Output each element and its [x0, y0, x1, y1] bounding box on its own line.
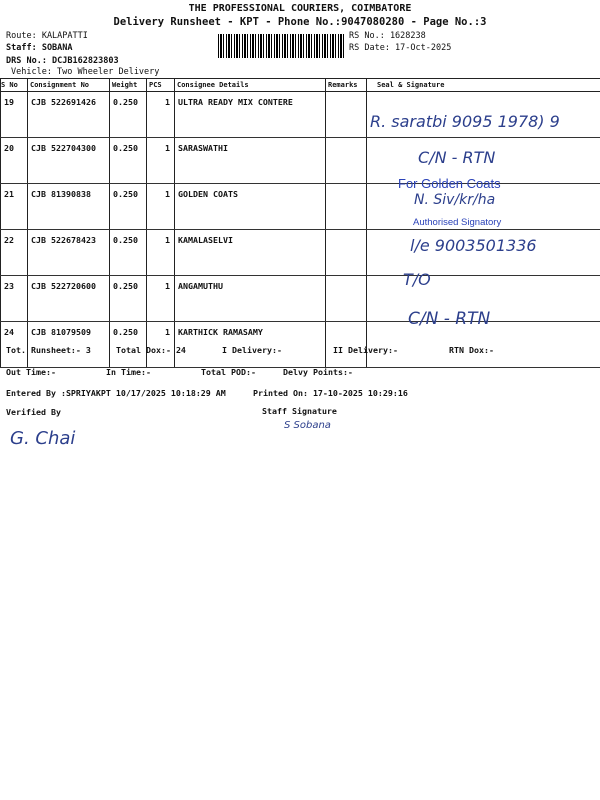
cell-consignee: ULTRA READY MIX CONTERE	[175, 92, 326, 138]
col-consignment: Consignment No	[28, 79, 110, 92]
col-sno: S No	[1, 79, 28, 92]
cell-remarks	[326, 276, 367, 322]
col-seal-signature: Seal & Signature	[367, 79, 600, 92]
cell-sno: 19	[1, 92, 28, 138]
cell-remarks	[326, 184, 367, 230]
cell-pcs: 1	[147, 184, 175, 230]
cell-weight: 0.250	[110, 322, 147, 368]
total-dox: Total Dox:- 24	[116, 345, 186, 355]
cell-remarks	[326, 138, 367, 184]
total-runsheet: Tot. Runsheet:- 3	[6, 345, 91, 355]
in-time: In Time:-	[106, 367, 151, 377]
delvy-points: Delvy Points:-	[283, 367, 353, 377]
cell-weight: 0.250	[110, 276, 147, 322]
signature-row22: l/e 9003501336	[410, 236, 537, 255]
cell-pcs: 1	[147, 322, 175, 368]
cell-consignment: CJB 81390838	[28, 184, 110, 230]
rs-date: RS Date: 17-Oct-2025	[349, 43, 452, 53]
cell-consignment: CJB 522691426	[28, 92, 110, 138]
rs-number: RS No.: 1628238	[349, 31, 426, 41]
route-label: Route: KALAPATTI	[6, 31, 88, 41]
vehicle-label: Vehicle: Two Wheeler Delivery	[11, 67, 160, 77]
table-row	[1, 138, 600, 184]
golden-coats-stamp: For Golden Coats	[398, 176, 501, 191]
cell-consignment: CJB 81079509	[28, 322, 110, 368]
cell-consignment: CJB 522678423	[28, 230, 110, 276]
staff-signature: S Sobana	[284, 420, 331, 431]
cell-pcs: 1	[147, 230, 175, 276]
cell-sno: 24	[1, 322, 28, 368]
cell-consignee: GOLDEN COATS	[175, 184, 326, 230]
cell-sno: 23	[1, 276, 28, 322]
printed-on: Printed On: 17-10-2025 10:29:16	[253, 388, 408, 398]
cell-remarks	[326, 230, 367, 276]
cell-weight: 0.250	[110, 184, 147, 230]
table-row	[1, 276, 600, 322]
drs-number: DRS No.: DCJB162823803	[6, 56, 119, 66]
verified-signature: G. Chai	[10, 428, 76, 449]
col-consignee: Consignee Details	[175, 79, 326, 92]
cell-remarks	[326, 92, 367, 138]
cell-sno: 20	[1, 138, 28, 184]
col-weight: Weight	[110, 79, 147, 92]
runsheet-subtitle: Delivery Runsheet - KPT - Phone No.:9047080280 - Page No.:3	[113, 16, 487, 28]
total-pod: Total POD:-	[201, 367, 256, 377]
cell-consignee: SARASWATHI	[175, 138, 326, 184]
cell-consignment: CJB 522720600	[28, 276, 110, 322]
cell-weight: 0.250	[110, 92, 147, 138]
company-title: THE PROFESSIONAL COURIERS, COIMBATORE	[188, 3, 412, 14]
i-delivery: I Delivery:-	[222, 345, 282, 355]
cell-pcs: 1	[147, 138, 175, 184]
cell-weight: 0.250	[110, 230, 147, 276]
verified-by-label: Verified By	[6, 407, 61, 417]
staff-label: Staff: SOBANA	[6, 43, 73, 53]
cell-sno: 22	[1, 230, 28, 276]
signature-row19: R. saratbi 9095 1978) 9	[370, 112, 560, 131]
signature-row24: C/N - RTN	[408, 309, 491, 329]
ii-delivery: II Delivery:-	[333, 345, 398, 355]
cell-sno: 21	[1, 184, 28, 230]
cell-pcs: 1	[147, 92, 175, 138]
cell-consignee: KAMALASELVI	[175, 230, 326, 276]
out-time: Out Time:-	[6, 367, 56, 377]
rtn-dox: RTN Dox:-	[449, 345, 494, 355]
cell-consignee: KARTHICK RAMASAMY	[175, 322, 326, 368]
col-remarks: Remarks	[326, 79, 367, 92]
table-header-row	[1, 79, 600, 92]
staff-signature-label: Staff Signature	[262, 406, 337, 416]
cell-weight: 0.250	[110, 138, 147, 184]
authorised-signatory-stamp: Authorised Signatory	[413, 217, 502, 228]
cell-pcs: 1	[147, 276, 175, 322]
cell-consignee: ANGAMUTHU	[175, 276, 326, 322]
col-pcs: PCS	[147, 79, 175, 92]
signature-row21: N. Siv/kr/ha	[414, 192, 496, 208]
barcode	[218, 34, 346, 58]
signature-row20: C/N - RTN	[418, 148, 496, 167]
signature-row23: T/O	[403, 270, 431, 289]
table-row	[1, 184, 600, 230]
entered-by: Entered By :SPRIYAKPT 10/17/2025 10:18:29 AM	[6, 388, 226, 398]
cell-consignment: CJB 522704300	[28, 138, 110, 184]
